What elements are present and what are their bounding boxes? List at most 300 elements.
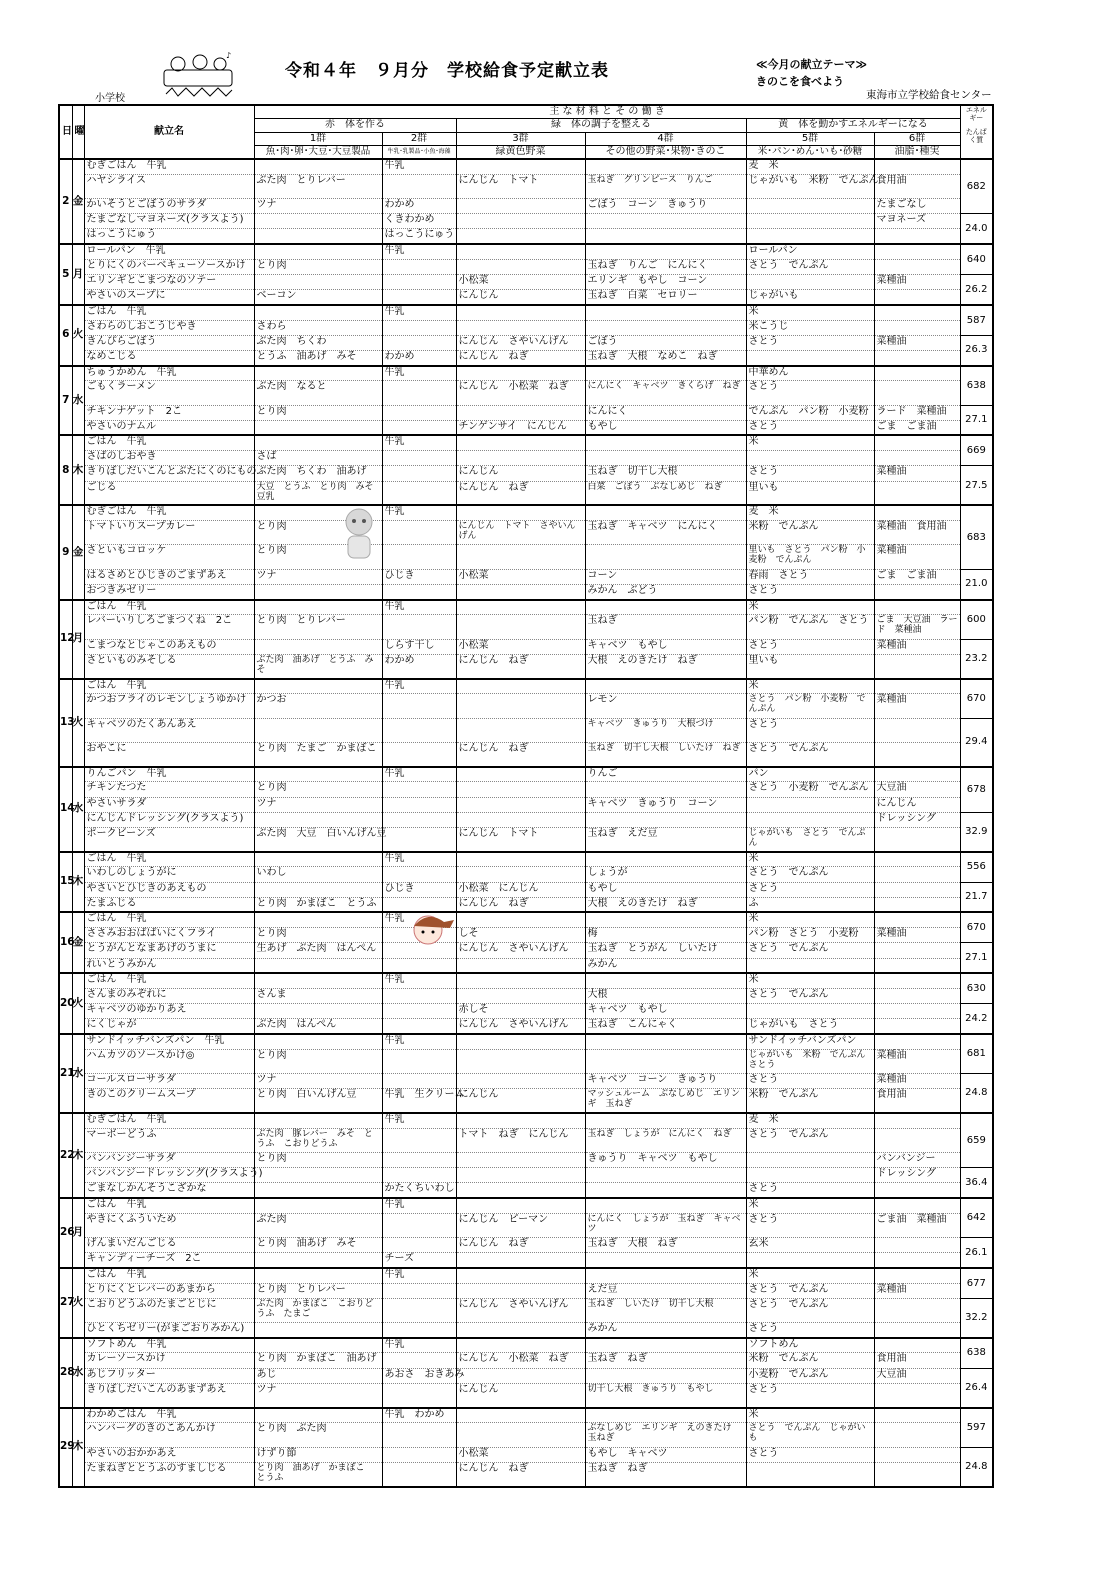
dish-name: ごじる <box>84 481 254 505</box>
ingredient-g1 <box>254 244 382 259</box>
ingredient-g6: ごま ごま油 <box>874 420 960 435</box>
ingredient-g5: 麦 米 <box>746 505 874 520</box>
ingredient-g5: 米 <box>746 435 874 450</box>
ingredient-g2 <box>382 1213 456 1237</box>
ingredient-g4: マッシュルーム ぶなしめじ エリンギ 玉ねぎ <box>585 1089 746 1113</box>
ingredient-g5: さとう でんぷん じゃがいも <box>746 1423 874 1447</box>
header-g1: 1群 <box>254 132 382 145</box>
protein-grams: 27.1 <box>960 405 993 435</box>
ingredient-g5: 春雨 さとう <box>746 569 874 584</box>
ingredient-g2: 牛乳 <box>382 767 456 782</box>
ingredient-g4: 玉ねぎ こんにゃく <box>585 1019 746 1034</box>
ingredient-g5: 里いも <box>746 654 874 678</box>
ingredient-g4 <box>585 451 746 466</box>
dish-name: ごもくラーメン <box>84 381 254 405</box>
energy-kcal: 638 <box>960 366 993 406</box>
ingredient-g3 <box>456 229 585 244</box>
menu-row <box>59 897 993 912</box>
ingredient-g1 <box>254 214 382 229</box>
ingredient-g1 <box>254 1338 382 1353</box>
ingredient-g6 <box>874 767 960 782</box>
ingredient-g2: 牛乳 <box>382 1198 456 1213</box>
ingredient-g4 <box>585 973 746 988</box>
dish-name: ポークビーンズ <box>84 827 254 851</box>
ingredient-g1: ぶた肉 ちくわ 油あげ <box>254 466 382 481</box>
ingredient-g5: でんぷん パン粉 小麦粉 <box>746 405 874 420</box>
ingredient-g6 <box>874 244 960 259</box>
ingredient-g1 <box>254 600 382 615</box>
ingredient-g6: 菜種油 <box>874 335 960 350</box>
energy-kcal: 630 <box>960 973 993 1003</box>
protein-grams: 26.1 <box>960 1238 993 1268</box>
ingredient-g6 <box>874 1323 960 1338</box>
ingredient-g1 <box>254 812 382 827</box>
ingredient-g1 <box>254 1113 382 1128</box>
dish-name: さばのしおやき <box>84 451 254 466</box>
header-main-ingredients: 主 な 材 料 と そ の 働 き <box>254 105 960 118</box>
ingredient-g3 <box>456 405 585 420</box>
menu-row <box>59 1168 993 1183</box>
weekday: 火 <box>72 305 84 366</box>
dish-name: トマトいりスープカレー <box>84 521 254 545</box>
dish-name: なめこじる <box>84 350 254 365</box>
menu-row <box>59 174 993 198</box>
ingredient-g6 <box>874 481 960 505</box>
dish-name: はるさめとひじきのごまずあえ <box>84 569 254 584</box>
ingredient-g1: ツナ <box>254 199 382 214</box>
girl-illustration <box>404 910 458 950</box>
menu-row <box>59 882 993 897</box>
energy-kcal: 678 <box>960 767 993 813</box>
ingredient-g2 <box>382 1073 456 1088</box>
ingredient-g2 <box>382 1353 456 1368</box>
ingredient-g2: 牛乳 <box>382 435 456 450</box>
ingredient-g1: ぶた肉 <box>254 1213 382 1237</box>
ingredient-g2 <box>382 782 456 797</box>
dish-name: かつおフライのレモンしょうゆかけ <box>84 694 254 718</box>
ingredient-g6 <box>874 1462 960 1486</box>
menu-row <box>59 244 993 259</box>
ingredient-g5: 米粉 でんぷん <box>746 1089 874 1113</box>
ingredient-g5: さとう でんぷん <box>746 1283 874 1298</box>
header-g5: 5群 <box>746 132 874 145</box>
ingredient-g6 <box>874 679 960 694</box>
ingredient-g5 <box>746 1462 874 1486</box>
ingredient-g1 <box>254 274 382 289</box>
ingredient-g3 <box>456 694 585 718</box>
ingredient-g5: じゃがいも さとう <box>746 1019 874 1034</box>
ingredient-g6 <box>874 290 960 305</box>
menu-row <box>59 1447 993 1462</box>
menu-row <box>59 159 993 174</box>
dish-name: むぎごはん 牛乳 <box>84 1113 254 1128</box>
menu-row <box>59 852 993 867</box>
dish-name: むぎごはん 牛乳 <box>84 505 254 520</box>
ingredient-g2 <box>382 174 456 198</box>
ingredient-g3: しそ <box>456 928 585 943</box>
ingredient-g3 <box>456 451 585 466</box>
menu-row <box>59 259 993 274</box>
ingredient-g3: トマト ねぎ にんじん <box>456 1128 585 1152</box>
ingredient-g6 <box>874 1268 960 1283</box>
weekday: 木 <box>72 435 84 505</box>
ingredient-g2: 牛乳 <box>382 852 456 867</box>
ingredient-g4 <box>585 1338 746 1353</box>
menu-row <box>59 569 993 584</box>
ingredient-g5: さとう でんぷん <box>746 259 874 274</box>
ingredient-g4 <box>585 600 746 615</box>
ingredient-g4 <box>585 1368 746 1383</box>
ingredient-g2 <box>382 797 456 812</box>
ingredient-g2 <box>382 1049 456 1073</box>
ingredient-g6 <box>874 1004 960 1019</box>
theme-text: きのこを食べよう <box>756 75 844 88</box>
ingredient-g6 <box>874 958 960 973</box>
header-green-group: 緑 体の調子を整える <box>456 118 746 132</box>
menu-row <box>59 797 993 812</box>
menu-row <box>59 1198 993 1213</box>
ingredient-g6: ドレッシング <box>874 812 960 827</box>
ingredient-g1 <box>254 639 382 654</box>
ingredient-g3 <box>456 973 585 988</box>
ingredient-g4 <box>585 1253 746 1268</box>
ingredient-g6: 食用油 <box>874 174 960 198</box>
ingredient-g2 <box>382 1004 456 1019</box>
ingredient-g3 <box>456 244 585 259</box>
menu-row <box>59 521 993 545</box>
menu-row <box>59 812 993 827</box>
ingredient-g3 <box>456 615 585 639</box>
menu-row <box>59 1462 993 1486</box>
menu-row <box>59 827 993 851</box>
ingredient-g1: ツナ <box>254 797 382 812</box>
menu-row <box>59 1049 993 1073</box>
day-number: 20 <box>59 973 72 1034</box>
ingredient-g2 <box>382 718 456 742</box>
dish-name: コールスローサラダ <box>84 1073 254 1088</box>
header-g2-sub: 牛乳･乳製品･小魚･海藻 <box>382 145 456 159</box>
ingredient-g3 <box>456 1152 585 1167</box>
ingredient-g1: とり肉 油あげ みそ <box>254 1238 382 1253</box>
day-number: 13 <box>59 679 72 767</box>
ingredient-g2 <box>382 451 456 466</box>
ingredient-g6: 菜種油 <box>874 545 960 569</box>
day-number: 21 <box>59 1034 72 1113</box>
dish-name: いわしのしょうがに <box>84 867 254 882</box>
ingredient-g1: とり肉 かまぼこ とうふ <box>254 897 382 912</box>
dish-name: チキンたつた <box>84 782 254 797</box>
ingredient-g2 <box>382 1383 456 1407</box>
ingredient-g1: いわし <box>254 867 382 882</box>
ingredient-g4 <box>585 1168 746 1183</box>
day-number: 2 <box>59 159 72 244</box>
ingredient-g1 <box>254 1268 382 1283</box>
ingredient-g4: 玉ねぎ とうがん しいたけ <box>585 943 746 958</box>
ingredient-g6: 大豆油 <box>874 782 960 797</box>
ingredient-g5: さとう <box>746 1323 874 1338</box>
ingredient-g2 <box>382 545 456 569</box>
ingredient-g6 <box>874 988 960 1003</box>
ingredient-g5: じゃがいも <box>746 290 874 305</box>
ingredient-g4 <box>585 366 746 381</box>
ingredient-g1 <box>254 718 382 742</box>
menu-row <box>59 928 993 943</box>
menu-row <box>59 1338 993 1353</box>
ingredient-g2: わかめ <box>382 199 456 214</box>
ingredient-g2 <box>382 1128 456 1152</box>
ingredient-g4 <box>585 1183 746 1198</box>
dish-name: やさいとひじきのあえもの <box>84 882 254 897</box>
menu-row <box>59 958 993 973</box>
ingredient-g4: にんにく <box>585 405 746 420</box>
menu-row <box>59 290 993 305</box>
header-g3: 3群 <box>456 132 585 145</box>
menu-row <box>59 694 993 718</box>
weekday: 木 <box>72 1408 84 1487</box>
ingredient-g2: 牛乳 <box>382 1034 456 1049</box>
menu-row <box>59 1268 993 1283</box>
ingredient-g2: 牛乳 <box>382 679 456 694</box>
menu-row <box>59 545 993 569</box>
menu-row <box>59 1423 993 1447</box>
ingredient-g6: 菜種油 <box>874 466 960 481</box>
menu-row <box>59 973 993 988</box>
ingredient-g6: 菜種油 <box>874 639 960 654</box>
ingredient-g3 <box>456 1338 585 1353</box>
energy-kcal: 638 <box>960 1338 993 1368</box>
menu-row <box>59 366 993 381</box>
ingredient-g1 <box>254 1168 382 1183</box>
ingredient-g5: さとう でんぷん <box>746 867 874 882</box>
ingredient-g3 <box>456 1183 585 1198</box>
ingredient-g4: コーン <box>585 569 746 584</box>
energy-kcal: 597 <box>960 1408 993 1448</box>
ingredient-g6 <box>874 584 960 599</box>
menu-row <box>59 229 993 244</box>
ingredient-g5 <box>746 1253 874 1268</box>
ingredient-g6: 大豆油 <box>874 1368 960 1383</box>
ingredient-g2 <box>382 812 456 827</box>
ingredient-g4: りんご <box>585 767 746 782</box>
dish-name: れいとうみかん <box>84 958 254 973</box>
ingredient-g2: わかめ <box>382 350 456 365</box>
ingredient-g3: チンゲンサイ にんじん <box>456 420 585 435</box>
ingredient-g1 <box>254 958 382 973</box>
ingredient-g5: さとう <box>746 420 874 435</box>
ingredient-g1: とり肉 とりレバー <box>254 615 382 639</box>
ingredient-g4: キャベツ コーン きゅうり <box>585 1073 746 1088</box>
ingredient-g2: 牛乳 <box>382 366 456 381</box>
weekday: 金 <box>72 505 84 599</box>
day-number: 28 <box>59 1338 72 1408</box>
dish-name: こおりどうふのたまごとじに <box>84 1298 254 1322</box>
ingredient-g2 <box>382 381 456 405</box>
menu-row <box>59 1253 993 1268</box>
ingredient-g3 <box>456 1408 585 1423</box>
ingredient-g2 <box>382 1323 456 1338</box>
ingredient-g3 <box>456 366 585 381</box>
ingredient-g1: ぶた肉 かまぼこ こおりどうふ たまご <box>254 1298 382 1322</box>
ingredient-g5: さとう 小麦粉 でんぷん <box>746 782 874 797</box>
ingredient-g4: 玉ねぎ <box>585 615 746 639</box>
ingredient-g2 <box>382 405 456 420</box>
ingredient-g4: 玉ねぎ 白菜 セロリー <box>585 290 746 305</box>
ingredient-g1: ぶた肉 油あげ とうふ みそ <box>254 654 382 678</box>
day-number: 6 <box>59 305 72 366</box>
ingredient-g4: 玉ねぎ ねぎ <box>585 1462 746 1486</box>
dish-name: やきにくふういため <box>84 1213 254 1237</box>
ingredient-g6: 食用油 <box>874 1353 960 1368</box>
dish-name: さんまのみぞれに <box>84 988 254 1003</box>
menu-row <box>59 943 993 958</box>
ingredient-g1 <box>254 973 382 988</box>
dish-name: やさいサラダ <box>84 797 254 812</box>
ingredient-g3 <box>456 259 585 274</box>
weekday: 水 <box>72 1034 84 1113</box>
ingredient-g4 <box>585 679 746 694</box>
protein-grams: 27.5 <box>960 466 993 506</box>
ingredient-g4: 大根 えのきたけ ねぎ <box>585 654 746 678</box>
ingredient-g1: ツナ <box>254 569 382 584</box>
ingredient-g1: 生あげ ぶた肉 はんぺん <box>254 943 382 958</box>
ingredient-g6 <box>874 159 960 174</box>
ingredient-g6 <box>874 366 960 381</box>
ingredient-g6 <box>874 1183 960 1198</box>
protein-grams: 24.2 <box>960 1004 993 1034</box>
ingredient-g5: じゃがいも 米粉 でんぷん さとう <box>746 1049 874 1073</box>
ingredient-g3: にんじん トマト さやいんげん <box>456 521 585 545</box>
ingredient-g2: 牛乳 わかめ <box>382 1408 456 1423</box>
ingredient-g6 <box>874 305 960 320</box>
ingredient-g4: にんにく キャベツ きくらげ ねぎ <box>585 381 746 405</box>
ingredient-g6 <box>874 827 960 851</box>
menu-row <box>59 1213 993 1237</box>
ingredient-g6 <box>874 1338 960 1353</box>
ingredient-g3 <box>456 600 585 615</box>
day-number: 27 <box>59 1268 72 1338</box>
ingredient-g5: 米 <box>746 1198 874 1213</box>
ingredient-g4: 玉ねぎ りんご にんにく <box>585 259 746 274</box>
menu-row <box>59 1183 993 1198</box>
page-header <box>0 0 1100 104</box>
menu-row <box>59 214 993 229</box>
menu-row <box>59 654 993 678</box>
weekday: 火 <box>72 1268 84 1338</box>
menu-row <box>59 1073 993 1088</box>
ingredient-g4: エリンギ もやし コーン <box>585 274 746 289</box>
ingredient-g6 <box>874 912 960 927</box>
ingredient-g6 <box>874 742 960 766</box>
ingredient-g6 <box>874 654 960 678</box>
ingredient-g3 <box>456 1368 585 1383</box>
ingredient-g5: 麦 米 <box>746 159 874 174</box>
dish-name: カレーソースかけ <box>84 1353 254 1368</box>
ingredient-g6 <box>874 943 960 958</box>
ingredient-g3: にんじん ねぎ <box>456 1238 585 1253</box>
ingredient-g4 <box>585 852 746 867</box>
ingredient-g5: ふ <box>746 897 874 912</box>
ingredient-g6: ごま 大豆油 ラード 菜種油 <box>874 615 960 639</box>
menu-body <box>59 159 993 1487</box>
ingredient-g2 <box>382 1283 456 1298</box>
svg-text:♪: ♪ <box>226 51 232 60</box>
ingredient-g2: 牛乳 <box>382 505 456 520</box>
ingredient-g3 <box>456 1268 585 1283</box>
ingredient-g3: 小松菜 <box>456 569 585 584</box>
ingredient-g4 <box>585 244 746 259</box>
ingredient-g1: あじ <box>254 1368 382 1383</box>
header-yellow-group: 黄 体を動かすエネルギーになる <box>746 118 960 132</box>
dish-name: たまふじる <box>84 897 254 912</box>
ingredient-g5: 米 <box>746 305 874 320</box>
ingredient-g1 <box>254 1198 382 1213</box>
ingredient-g3 <box>456 305 585 320</box>
ingredient-g3 <box>456 1423 585 1447</box>
weekday: 月 <box>72 600 84 679</box>
ingredient-g2: くきわかめ <box>382 214 456 229</box>
menu-row <box>59 584 993 599</box>
ingredient-g1 <box>254 767 382 782</box>
menu-row <box>59 1113 993 1128</box>
ingredient-g2 <box>382 290 456 305</box>
protein-grams: 36.4 <box>960 1168 993 1198</box>
ingredient-g6 <box>874 381 960 405</box>
day-number: 26 <box>59 1198 72 1268</box>
dish-name: きりぼしだいこんのあまずあえ <box>84 1383 254 1407</box>
ingredient-g5: さとう <box>746 718 874 742</box>
energy-kcal: 556 <box>960 852 993 882</box>
ingredient-g1: ベーコン <box>254 290 382 305</box>
header-g6: 6群 <box>874 132 960 145</box>
day-number: 29 <box>59 1408 72 1487</box>
ingredient-g5 <box>746 274 874 289</box>
ingredient-g1 <box>254 1408 382 1423</box>
dish-name: バンバンジードレッシング(クラスよう) <box>84 1168 254 1183</box>
ingredient-g5: 米 <box>746 679 874 694</box>
dish-name: とりにくのバーベキューソースかけ <box>84 259 254 274</box>
ingredient-g3 <box>456 767 585 782</box>
ingredient-g6 <box>874 229 960 244</box>
ingredient-g2 <box>382 274 456 289</box>
ingredient-g5: 米 <box>746 973 874 988</box>
ingredient-g1: ぶた肉 とりレバー <box>254 174 382 198</box>
dish-name: むぎごはん 牛乳 <box>84 159 254 174</box>
menu-row <box>59 274 993 289</box>
ingredient-g2: チーズ <box>382 1253 456 1268</box>
ingredient-g5 <box>746 229 874 244</box>
ingredient-g3: にんじん トマト <box>456 827 585 851</box>
ingredient-g4 <box>585 214 746 229</box>
ingredient-g5: さとう <box>746 466 874 481</box>
ingredient-g5: じゃがいも 米粉 でんぷん <box>746 174 874 198</box>
weekday: 火 <box>72 679 84 767</box>
ingredient-g2 <box>382 584 456 599</box>
ingredient-g5 <box>746 812 874 827</box>
school-label: 小学校 <box>95 93 125 104</box>
day-number: 8 <box>59 435 72 505</box>
ingredient-g3 <box>456 584 585 599</box>
header-g4: 4群 <box>585 132 746 145</box>
ingredient-g1 <box>254 1253 382 1268</box>
ingredient-g3 <box>456 782 585 797</box>
ingredient-g5 <box>746 214 874 229</box>
menu-row <box>59 1368 993 1383</box>
ingredient-g2 <box>382 1019 456 1034</box>
protein-grams: 26.4 <box>960 1368 993 1408</box>
ingredient-g2: 牛乳 <box>382 1113 456 1128</box>
menu-row <box>59 718 993 742</box>
ingredient-g3 <box>456 505 585 520</box>
